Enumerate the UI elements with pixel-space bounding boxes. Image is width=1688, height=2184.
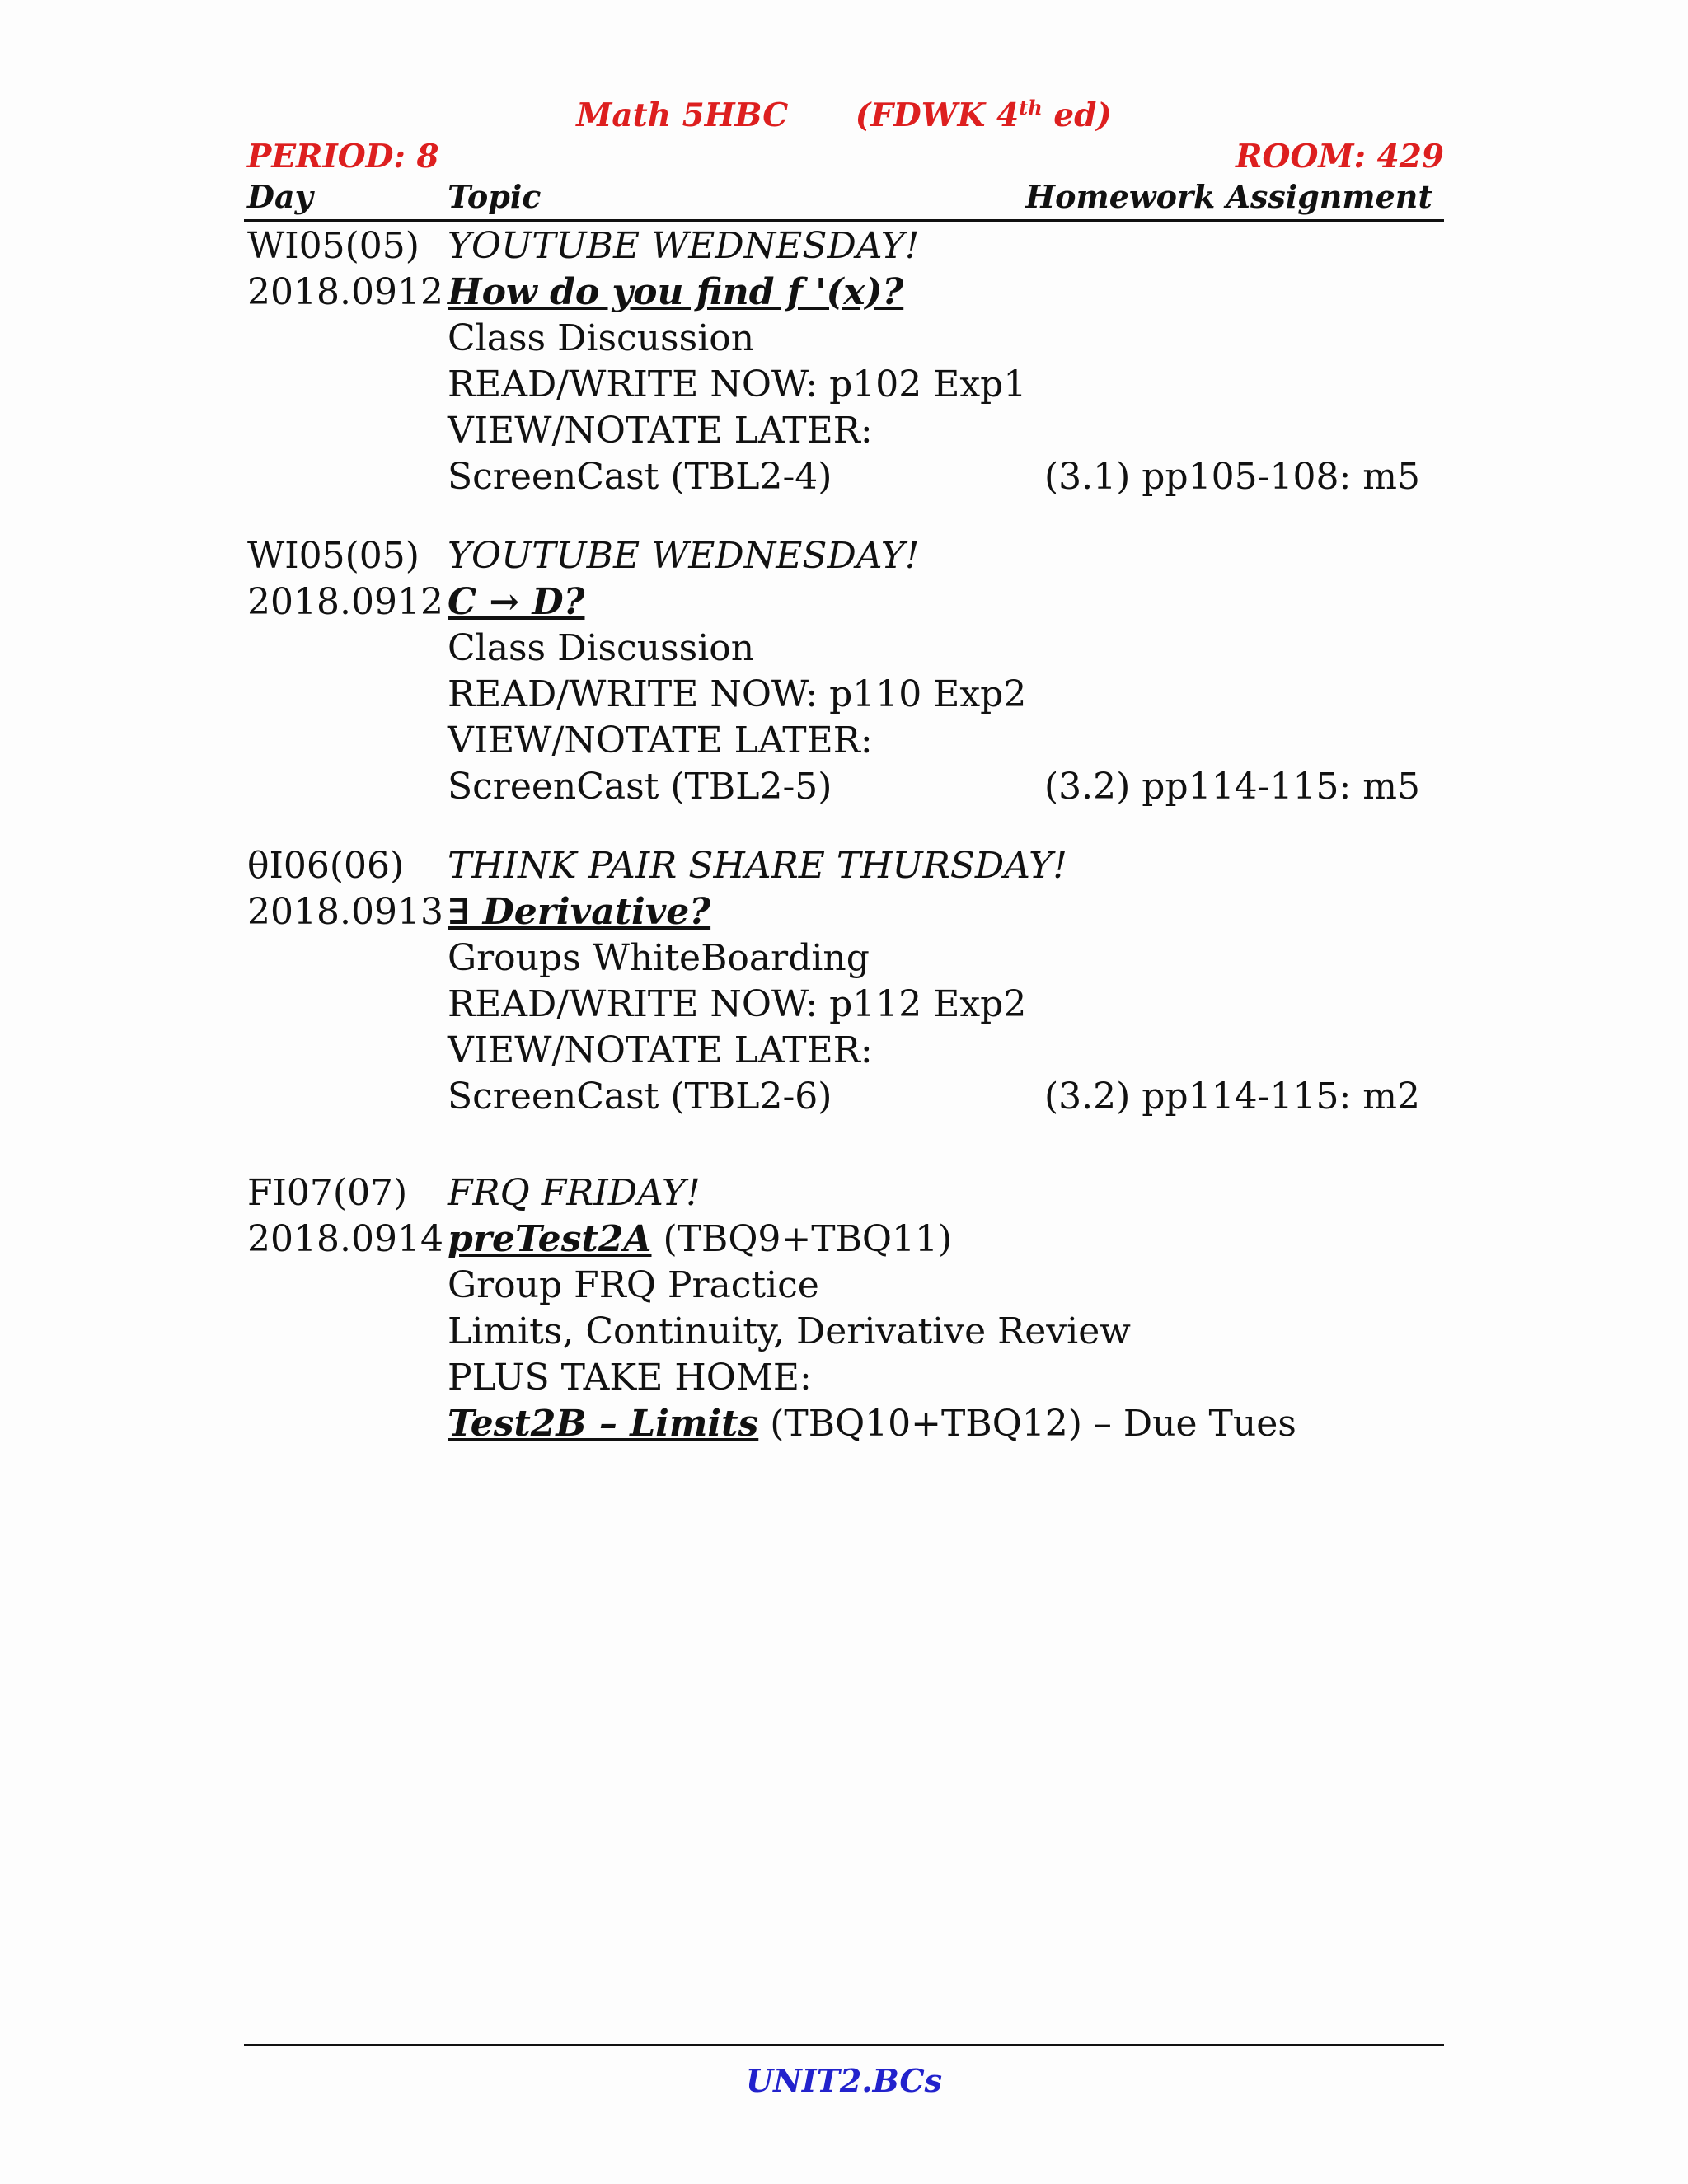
course-name: Math 5HBC [576,96,789,134]
lesson-date: 2018.0912 [247,271,443,313]
column-header-topic: Topic [448,178,542,215]
homework-assignment: (3.1) pp105-108: m5 [1044,456,1420,498]
schedule-entry-4 [247,1170,1442,1447]
footer-unit-label: UNIT2.BCs [745,2062,943,2099]
day-code: WI05(05) [247,535,420,577]
day-theme: YOUTUBE WEDNESDAY! [448,535,920,577]
footer-divider [244,2044,1444,2046]
lesson-title-note: (TBQ9+TBQ11) [651,1218,953,1260]
edition-superscript: th [1019,96,1043,120]
lesson-title: preTest2A [448,1218,652,1260]
room-label: ROOM: 429 [1236,138,1444,176]
take-home-test: Test2B – Limits [448,1403,759,1445]
header-divider [244,219,1444,222]
take-home-label: PLUS TAKE HOME: [448,1357,812,1399]
lesson-title: C → D? [448,581,585,623]
read-write-now: READ/WRITE NOW: p102 Exp1 [448,363,1027,405]
day-theme: THINK PAIR SHARE THURSDAY! [448,845,1067,887]
view-notate-label: VIEW/NOTATE LATER: [448,1029,873,1071]
lesson-date: 2018.0914 [247,1218,443,1260]
day-code: θI06(06) [247,845,405,887]
screencast: ScreenCast (TBL2-6) [448,1076,832,1118]
schedule-entry-3 [247,843,1442,1120]
period-label: PERIOD: 8 [247,138,439,176]
edition-suffix: ed) [1042,96,1112,134]
lesson-title: How do you find f '(x)? [448,271,904,313]
screencast: ScreenCast (TBL2-4) [448,456,832,498]
lesson-title-line [448,1216,952,1263]
day-theme: FRQ FRIDAY! [448,1172,701,1214]
day-code: WI05(05) [247,225,420,267]
screencast: ScreenCast (TBL2-5) [448,766,832,808]
lesson-date: 2018.0912 [247,581,443,623]
lesson-activity: Groups WhiteBoarding [448,937,870,979]
lesson-date: 2018.0913 [247,891,443,933]
read-write-now: READ/WRITE NOW: p112 Exp2 [448,983,1027,1025]
homework-assignment: (3.2) pp114-115: m2 [1044,1076,1420,1118]
view-notate-label: VIEW/NOTATE LATER: [448,410,873,452]
read-write-now: READ/WRITE NOW: p110 Exp2 [448,673,1027,715]
view-notate-label: VIEW/NOTATE LATER: [448,719,873,762]
review-topics: Limits, Continuity, Derivative Review [448,1310,1131,1352]
column-header-day: Day [247,178,313,215]
lesson-activity: Class Discussion [448,627,755,669]
day-code: FI07(07) [247,1172,408,1214]
take-home-test-note: (TBQ10+TBQ12) – Due Tues [758,1403,1296,1445]
day-theme: YOUTUBE WEDNESDAY! [448,225,920,267]
course-title [0,96,1688,134]
column-header-homework: Homework Assignment [1025,178,1432,215]
schedule-entry-2 [247,533,1442,810]
schedule-entry-1 [247,223,1442,500]
edition-label: (FDWK 4 [855,96,1020,134]
lesson-activity: Class Discussion [448,317,755,359]
lesson-title: ∃ Derivative? [448,891,711,933]
homework-assignment: (3.2) pp114-115: m5 [1044,766,1420,808]
lesson-activity: Group FRQ Practice [448,1264,819,1306]
take-home-test-line [448,1401,1296,1447]
